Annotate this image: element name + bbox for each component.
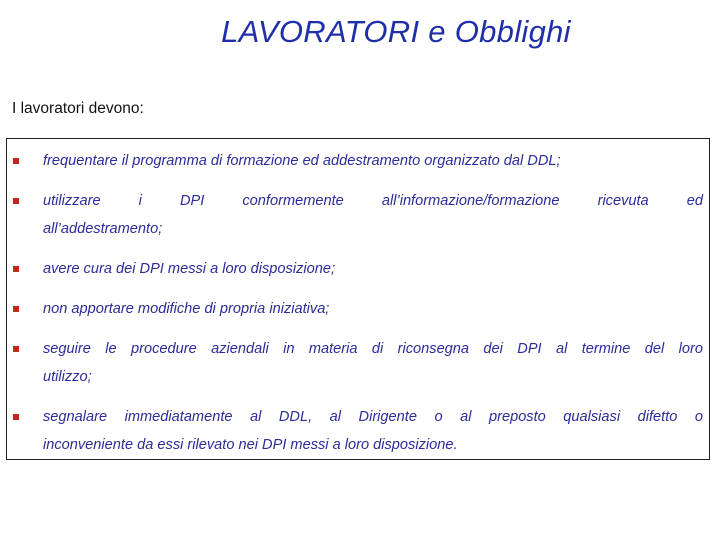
item-line: segnalare immediatamente al DDL, al Dirigente o al preposto qualsiasi difetto o [43, 409, 703, 425]
item-line: avere cura dei DPI messi a loro disposizione; [43, 261, 336, 277]
page-title: LAVORATORI e Obblighi [221, 14, 571, 49]
intro-text: I lavoratori devono: [12, 100, 144, 117]
item-line: seguire le procedure aziendali in materia di riconsegna dei DPI al termine del loro [43, 341, 703, 357]
item-line: non apportare modifiche di propria iniziativa; [43, 301, 330, 317]
square-bullet-icon [13, 346, 19, 352]
item-text [43, 335, 703, 391]
item-line: inconveniente da essi rilevato nei DPI messi a loro disposizione. [43, 437, 458, 453]
square-bullet-icon [13, 414, 19, 420]
square-bullet-icon [13, 158, 19, 164]
square-bullet-icon [13, 306, 19, 312]
item-text [43, 295, 703, 323]
square-bullet-icon [13, 198, 19, 204]
item-text [43, 255, 703, 283]
item-line: all’addestramento; [43, 221, 163, 237]
obligations-box [6, 138, 710, 460]
square-bullet-icon [13, 266, 19, 272]
item-text [43, 147, 703, 175]
item-line: utilizzo; [43, 369, 92, 385]
item-line: frequentare il programma di formazione ed addestramento organizzato dal DDL; [43, 153, 561, 169]
item-text [43, 403, 703, 459]
item-line: utilizzare i DPI conformemente all’informazione/formazione ricevuta ed [43, 193, 703, 209]
item-text [43, 187, 703, 243]
